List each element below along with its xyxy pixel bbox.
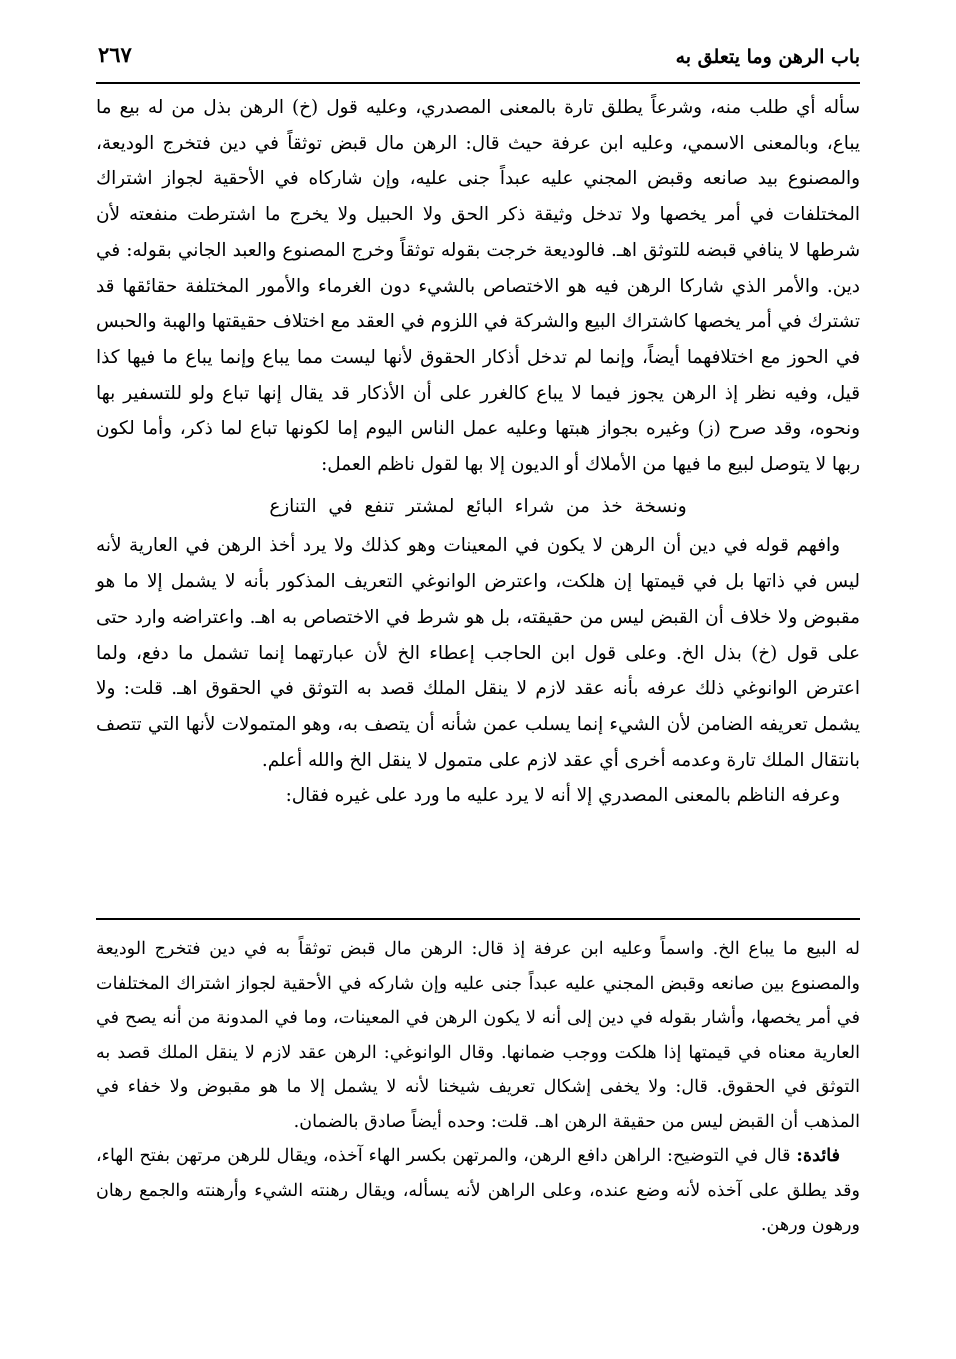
fawaid-paragraph xyxy=(96,1139,860,1243)
chapter-title: باب الرهن وما يتعلق به xyxy=(675,46,860,68)
verse-line: ونسخة خذ من شراء البائع لمشتر تنفع في التنازع xyxy=(269,495,687,517)
main-paragraph: سأله أي طلب منه، وشرعاً يطلق تارة بالمعنى المصدري، وعليه قول (خ) الرهن بذل من له بيع ما يباع، وبالمعنى الاسمي، وعليه ابن عرفة حيث قال: الرهن مال قبض توثقاً في دين فتخرج الوديعة، والمصنوع بيد صانعه وقبض المجني عليه عبداً جنى عليه، وإن شاركاه في الأحقية لجواز اشتراك المختلفات في أمر يخصها ولا تدخل وثيقة ذكر الحق ولا الحبيل ولا يخرج ما اشترطت منفعته لأن شرطها لا ينافي قبضه للتوثق اهـ. فالوديعة خرجت بقوله توثقاً وخرج المصنوع والعبد الجاني بقوله: في دين. والأمر الذي شاركا الرهن فيه هو الاختصاص بالشيء دون الغرماء والأمور المختلفة حقائقها قد تشترك في أمر يخصها كاشتراك البيع والشركة في اللزوم في العقد مع اختلاف حقيقتها والهبة والحبس في الحوز مع اختلافهما أيضاً، وإنما لم تدخل أذكار الحقوق لأنها ليست مما يباع وإنما يباع ما فيها كذا قيل، وفيه نظر إذ الرهن يجوز فيما لا يباع كالغرر على أن الأذكار قد يقال إنها تباع ولو للتسفير بها ونحوه، وقد صرح (ز) وغيره بجواز هبتها وعليه عمل الناس اليوم إما لكونها تباع لما ذكر، وأما لكون ربها لا يتوصل لبيع ما فيها من الأملاك أو الديون إلا بها لقول ناظم العمل: xyxy=(96,97,860,476)
page-number: ٢٦٧ xyxy=(98,42,132,67)
main-text xyxy=(96,90,860,814)
fawaid-label: فائدة: xyxy=(796,1145,840,1166)
main-paragraph: وعرفه الناظم بالمعنى المصدري إلا أنه لا يرد عليه ما ورد على غيره فقال: xyxy=(285,785,840,807)
fawaid-text: قال في التوضيح: الراهن دافع الرهن، والمرتهن بكسر الهاء آخذه، ويقال للرهن مرتهن بفتح الهاء، وقد يطلق على آخذه لأنه وضع عنده، وعلى الراهن لأنه يسأله، ويقال رهنته الشيء وأرهنته والجمع رهان ورهون ورهن. xyxy=(96,1146,860,1235)
footnote-divider xyxy=(96,918,860,920)
running-header xyxy=(96,38,860,84)
footnote-paragraph: له البيع ما يباع الخ. واسماً وعليه ابن عرفة إذ قال: الرهن مال قبض توثقاً به في دين فتخرج الوديعة والمصنوع بين صانعه وقبض المجني عليه عبداً جنى عليه وإن شاركه في الأحقية لجواز اشتراك المختلفات في أمر يخصها، وأشار بقوله في دين إلى أنه لا يكون الرهن في المعينات، وما في المدونة من أنه يصح في العارية معناه في قيمتها إذا هلكت ووجب ضمانها. وقال الوانوغي: الرهن عقد لازم لا ينقل الملك قصد به التوثق في الحقوق. قال: ولا يخفى إشكال تعريف شيخنا لأنه لا يشمل إلا ما هو مقبوض ولا خفاء في المذهب أن القبض ليس من حقيقة الرهن اهـ. قلت: وحده أيضاً صادق بالضمان. xyxy=(96,939,860,1132)
header-rule xyxy=(96,82,860,84)
footnotes xyxy=(96,932,860,1243)
main-paragraph: وافهم قوله في دين أن الرهن لا يكون في المعينات وهو كذلك ولا يرد أخذ الرهن في العارية لأنه ليس في ذاتها بل في قيمتها إن هلكت، واعترض الوانوغي التعريف المذكور بأنه لا يشمل إلا ما هو مقبوض ولا خلاف أن القبض ليس من حقيقته، بل هو شرط في الاختصاص به اهـ. واعتراضه وارد حتى على قول (خ) بذل الخ. وعلى قول ابن الحاجب إعطاء الخ لأن عبارتهما إنما تشمل ما دفع، ولما اعترض الوانوغي ذلك عرفه بأنه عقد لازم لا ينقل الملك قصد به التوثق في الحقوق اهـ. قلت: ولا يشمل تعريفه الضامن لأن الشيء إنما يسلب عمن شأنه أن يتصف به، وهو المتمولات لأنها التي تتصف بانتقال الملك تارة وعدمه أخرى أي عقد لازم على متمول لا ينقل الخ والله أعلم. xyxy=(96,535,860,771)
